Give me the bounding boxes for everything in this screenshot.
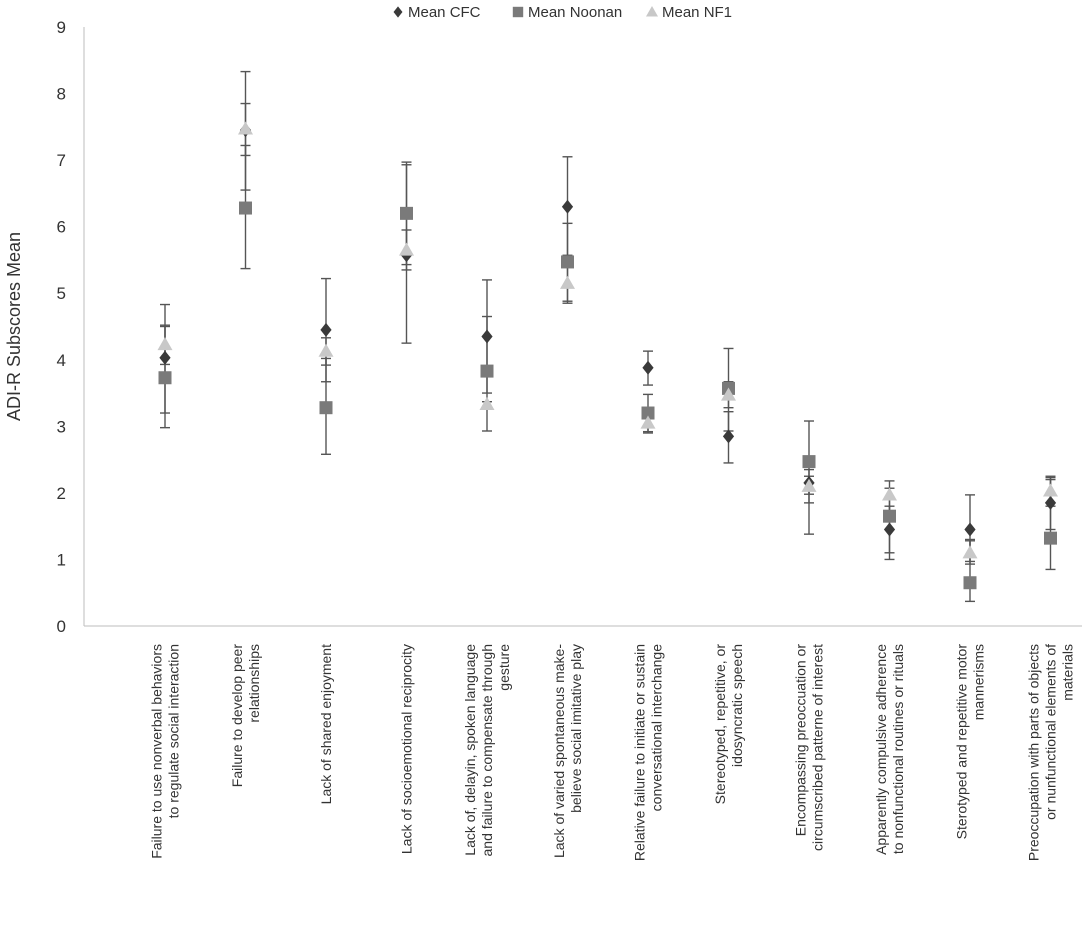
category-label-line: mannerisms <box>970 644 987 721</box>
category-label-line: Lack of socioemotional reciprocity <box>398 644 415 855</box>
category-label <box>149 644 182 859</box>
category-label <box>712 644 745 805</box>
legend-item <box>646 4 732 21</box>
category-label-line: Lack of shared enjoyment <box>318 644 334 805</box>
data-point-square <box>159 371 172 384</box>
category-label-line: Stereotyped, repetitive, or <box>712 644 728 805</box>
data-point-triangle <box>480 397 495 410</box>
legend-marker-square <box>513 7 523 17</box>
category-label <box>551 644 584 858</box>
category-label-line: Lack of, delayin, spoken language <box>462 644 478 856</box>
data-point-triangle <box>1043 483 1058 496</box>
y-tick-label: 3 <box>56 417 66 437</box>
category-label-line: idosyncratic speech <box>729 644 745 767</box>
category-label <box>229 644 262 788</box>
data-point-diamond <box>884 522 895 536</box>
category-label-line: Lack of varied spontaneous make- <box>551 644 567 859</box>
data-point-square <box>481 365 494 378</box>
category-label-line: Encompassing preoccuation or <box>792 644 809 837</box>
data-point-triangle <box>238 121 253 134</box>
data-point-triangle <box>802 479 817 492</box>
y-tick-label: 5 <box>56 284 66 304</box>
y-tick-label: 8 <box>56 84 66 104</box>
category-label-line: believe social imitative play <box>568 644 584 813</box>
category-label-line: Failure to use nonverbal behaviors <box>148 644 165 859</box>
category-label-line: gesture <box>496 644 512 691</box>
category-label-line: Preoccupation with parts of objects <box>1025 644 1042 862</box>
category-label-line: Failure to develop peer <box>229 644 245 788</box>
data-point-diamond <box>562 200 573 214</box>
data-point-triangle <box>158 337 173 350</box>
category-label-line: Apparently compulsive adherence <box>873 644 889 855</box>
data-point-square <box>803 455 816 468</box>
legend-label: Mean NF1 <box>662 4 733 21</box>
category-label-line: materials <box>1059 644 1076 701</box>
category-label-line: conversational interchange <box>648 644 665 812</box>
category-label <box>954 644 987 840</box>
data-point-triangle <box>399 242 414 255</box>
category-label-line: Relative failure to initiate or sustain <box>631 644 648 862</box>
y-axis-title: ADI-R Subscores Mean <box>4 231 24 422</box>
data-point-triangle <box>560 276 575 289</box>
category-label <box>632 644 665 861</box>
data-point-diamond <box>159 351 170 365</box>
category-label-line: or nunfunctional elements of <box>1042 644 1059 820</box>
legend-item <box>513 4 622 21</box>
category-label <box>873 644 906 855</box>
y-tick-label: 2 <box>56 483 66 503</box>
data-point-triangle <box>963 545 978 558</box>
category-label-line: circumscribed patterne of interest <box>809 644 826 851</box>
category-label <box>318 644 334 804</box>
legend-label: Mean CFC <box>408 4 481 21</box>
data-point-triangle <box>882 487 897 500</box>
data-point-diamond <box>1045 496 1056 510</box>
data-point-square <box>400 207 413 220</box>
data-point-square <box>883 510 896 523</box>
data-point-square <box>561 255 574 268</box>
category-label <box>1026 644 1076 861</box>
y-tick-label: 7 <box>56 151 66 171</box>
legend-item <box>394 4 481 21</box>
data-point-square <box>964 576 977 589</box>
legend-marker-diamond <box>394 6 403 17</box>
data-point-square <box>320 401 333 414</box>
data-point-triangle <box>319 344 334 357</box>
y-tick-label: 1 <box>56 550 66 570</box>
data-point-diamond <box>964 522 975 536</box>
category-label-line: Sterotyped and repetitive motor <box>953 644 970 840</box>
y-tick-label: 9 <box>56 18 66 37</box>
category-label-line: relationships <box>246 644 262 723</box>
category-label-line: and failure to compensate through <box>479 644 495 857</box>
y-tick-label: 4 <box>56 350 66 370</box>
category-label <box>399 644 415 854</box>
data-point-diamond <box>481 329 492 343</box>
data-point-square <box>239 202 252 215</box>
legend-marker-triangle <box>646 6 658 17</box>
markers-layer <box>158 121 1059 589</box>
category-labels-layer <box>149 644 1076 861</box>
category-label-line: to nonfunctional routines or rituals <box>890 644 906 855</box>
data-point-diamond <box>320 323 331 337</box>
data-point-diamond <box>642 361 653 375</box>
legend <box>394 4 733 21</box>
category-label-line: to regulate social interaction <box>165 644 182 819</box>
legend-label: Mean Noonan <box>528 4 623 21</box>
y-tick-label: 0 <box>56 617 66 636</box>
y-tick-label: 6 <box>56 217 66 237</box>
category-label <box>462 644 512 857</box>
error-bars-layer <box>160 72 1056 602</box>
data-point-square <box>1044 532 1057 545</box>
category-label <box>793 644 826 851</box>
